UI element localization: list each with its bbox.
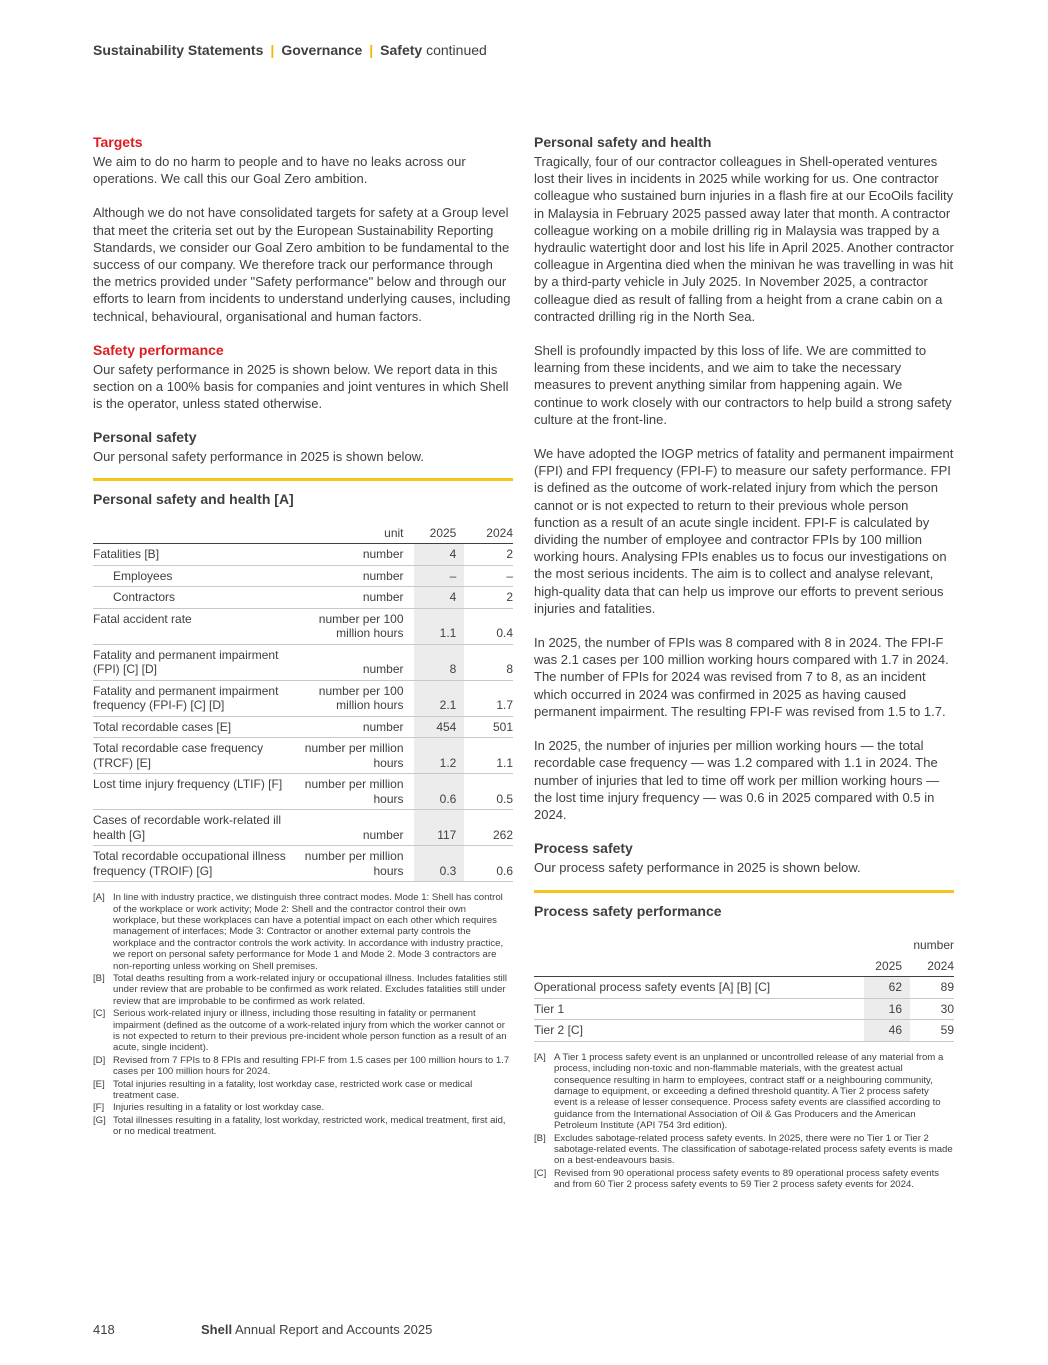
footnote-text: Serious work-related injury or illness, including those resulting in fatality or permanent impairment (defined as the outcome of a work-related injury from which the worker cannot or is not expected to return to their previous pre-incident whole person function as a result of an acute, single incident). xyxy=(113,1008,507,1054)
unit-header: unit xyxy=(303,523,414,544)
table-row xyxy=(93,608,513,644)
unit-label: number xyxy=(913,938,954,953)
table-row xyxy=(93,738,513,774)
row-unit: number xyxy=(303,810,414,846)
value-2025: 8 xyxy=(414,644,465,680)
header-separator: | xyxy=(369,42,374,58)
footnote-text: Injuries resulting in a fatality or lost workday case. xyxy=(113,1102,325,1114)
footnote-key: [A] xyxy=(93,892,105,904)
row-label: Tier 2 [C] xyxy=(534,1020,864,1042)
targets-paragraph-1: We aim to do no harm to people and to have no leaks across our operations. We call this our Goal Zero ambition. xyxy=(93,154,466,187)
value-2024: 262 xyxy=(464,810,513,846)
value-2024: 59 xyxy=(910,1020,954,1042)
header-topic: Safety xyxy=(380,42,423,58)
row-label: Total recordable cases [E] xyxy=(93,716,303,738)
value-2024: 2 xyxy=(464,544,513,566)
header-separator: | xyxy=(270,42,275,58)
footnote-text: Total deaths resulting from a work-related injury or occupational illness. Includes fatalities still under review that are probable to be confirmed as work related. Excludes fatalities still under review that are improbable to be confirmed as work related. xyxy=(113,972,508,1007)
process-safety-footnotes xyxy=(534,1052,954,1191)
row-label: Fatal accident rate xyxy=(93,608,303,644)
table-row xyxy=(93,680,513,716)
footnote xyxy=(93,1079,513,1102)
footnote-key: [C] xyxy=(93,1008,106,1020)
footnote-text: Revised from 90 operational process safety events to 89 operational process safety events and from 60 Tier 2 process safety events to 59 Tier 2 process safety events for 2024. xyxy=(554,1167,940,1191)
row-unit: number xyxy=(303,716,414,738)
year-2025-header: 2025 xyxy=(414,523,465,544)
value-2024: 1.1 xyxy=(464,738,513,774)
footnote-key: [C] xyxy=(534,1167,547,1179)
targets-heading: Targets xyxy=(93,134,143,150)
running-header xyxy=(93,42,487,58)
process-safety-table-title: Process safety performance xyxy=(534,903,722,920)
row-unit: number xyxy=(303,565,414,587)
row-label: Lost time injury frequency (LTIF) [F] xyxy=(93,774,303,810)
footnote xyxy=(534,1168,954,1191)
row-label: Total recordable case frequency (TRCF) [E] xyxy=(93,738,303,774)
footnote-text: Total illnesses resulting in a fatality, lost workday, restricted work, medical treatment, first aid, or no medical treatment. xyxy=(113,1114,506,1138)
row-label: Cases of recordable work-related ill health [G] xyxy=(93,810,303,846)
value-2025: 2.1 xyxy=(414,680,465,716)
footnote-key: [D] xyxy=(93,1054,106,1066)
row-label: Tier 1 xyxy=(534,998,864,1020)
footnote xyxy=(93,1102,513,1113)
psh-heading: Personal safety and health xyxy=(534,134,712,150)
value-2025: 0.6 xyxy=(414,774,465,810)
footnote-text: In line with industry practice, we distinguish three contract modes. Mode 1: Shell has control of the workplace or work activity; Mode 2: Shell and the contractor control their own workplace, but these workplaces can have a potential impact on each other which requires management of interfaces; Mode 3: Contractor or another external party controls the workplace and the contractor controls the work activity. In accordance with industry practice, we report on personal safety performance for Mode 1 and Mode 2. Mode 3 contractors are non-reporting unless working on Shell premises. xyxy=(113,892,504,972)
table-row xyxy=(93,565,513,587)
personal-safety-table xyxy=(93,523,513,883)
page-number: 418 xyxy=(93,1322,115,1337)
value-2024: 1.7 xyxy=(464,680,513,716)
footnote xyxy=(93,1115,513,1138)
left-column xyxy=(93,134,513,1139)
footnote-text: A Tier 1 process safety event is an unplanned or uncontrolled release of any material from a process, including non-toxic and non-flammable materials, with the greatest actual consequence resulting in harm to employees, contract staff or a neighbouring community, damage to equipment, or exceeding a defined threshold quantity. A Tier 2 process safety event is a release of lesser consequence. Process safety events are classified according to guidance from the International Association of Oil & Gas Producers and the American Petroleum Institute (API 754 3rd edition). xyxy=(554,1051,944,1132)
value-2025: 46 xyxy=(864,1020,910,1042)
table-row xyxy=(93,846,513,882)
row-unit: number xyxy=(303,644,414,680)
footer-title: Annual Report and Accounts 2025 xyxy=(234,1322,433,1337)
table-header-row xyxy=(534,956,954,977)
value-2025: 4 xyxy=(414,587,465,609)
table-row xyxy=(93,716,513,738)
value-2024: 8 xyxy=(464,644,513,680)
row-label: Contractors xyxy=(93,587,303,609)
footnote-key: [G] xyxy=(93,1114,106,1126)
value-2025: 4 xyxy=(414,544,465,566)
row-unit: number per million hours xyxy=(303,738,414,774)
row-unit: number xyxy=(303,587,414,609)
row-unit: number xyxy=(303,544,414,566)
process-safety-table xyxy=(534,935,954,1042)
psh-paragraph-1: Tragically, four of our contractor colleagues in Shell-operated ventures lost their lives in incidents in 2025 while working for us. One contractor colleague who sustained burn injuries in a flash fire at our EcoOils facility in Malaysia in February 2025 passed away later that month. A contractor colleague working on a mobile drilling rig in Malaysia was trapped by a hydraulic watertight door and lost his life in April 2025. Another contractor colleague in Argentina died when the minivan he was travelling in was hit by a third-party vehicle in July 2025. In November 2025, a contractor colleague died as result of falling from a height from a crane cabin on a contracted drilling rig in the North Sea. xyxy=(534,154,954,324)
header-subsection: Governance xyxy=(281,42,363,58)
safety-performance-paragraph: Our safety performance in 2025 is shown below. We report data in this section on a 100% basis for companies and joint ventures in which Shell is the operator, unless stated otherwise. xyxy=(93,361,509,412)
year-2024-header: 2024 xyxy=(910,956,954,977)
personal-safety-table-block xyxy=(93,478,513,1138)
value-2024: 89 xyxy=(910,977,954,999)
value-2024: 30 xyxy=(910,998,954,1020)
process-safety-paragraph: Our process safety performance in 2025 is shown below. xyxy=(534,860,861,876)
footnote-key: [E] xyxy=(93,1078,105,1090)
value-2025: 454 xyxy=(414,716,465,738)
row-label: Total recordable occupational illness frequency (TROIF) [G] xyxy=(93,846,303,882)
row-label: Employees xyxy=(93,565,303,587)
row-label: Operational process safety events [A] [B] [C] xyxy=(534,977,864,999)
value-2024: 0.5 xyxy=(464,774,513,810)
table-row xyxy=(93,644,513,680)
personal-safety-heading: Personal safety xyxy=(93,429,197,446)
value-2025: 0.3 xyxy=(414,846,465,882)
row-unit: number per 100 million hours xyxy=(303,680,414,716)
value-2024: 2 xyxy=(464,587,513,609)
personal-safety-paragraph: Our personal safety performance in 2025 is shown below. xyxy=(93,449,424,465)
table-row xyxy=(93,544,513,566)
header-section: Sustainability Statements xyxy=(93,42,264,58)
safety-performance-heading: Safety performance xyxy=(93,341,224,358)
process-safety-table-block xyxy=(534,890,954,1190)
right-column xyxy=(534,134,954,1192)
table-row xyxy=(534,998,954,1020)
year-2024-header: 2024 xyxy=(464,523,513,544)
footnote-text: Total injuries resulting in a fatality, lost workday case, restricted work case or medical treatment case. xyxy=(113,1078,473,1102)
table-row xyxy=(534,1020,954,1042)
footnote-text: Revised from 7 FPIs to 8 FPIs and resulting FPI-F from 1.5 cases per 100 million hours to 1.7 cases per 100 million hours for 2024. xyxy=(113,1054,510,1078)
footnote xyxy=(93,892,513,972)
row-unit: number per million hours xyxy=(303,774,414,810)
table-header-row xyxy=(93,523,513,544)
value-2024: 0.6 xyxy=(464,846,513,882)
row-label: Fatalities [B] xyxy=(93,544,303,566)
personal-safety-table-title: Personal safety and health [A] xyxy=(93,490,294,507)
footer-brand: Shell xyxy=(201,1322,233,1337)
value-2025: 1.2 xyxy=(414,738,465,774)
value-2024: 501 xyxy=(464,716,513,738)
value-2025: – xyxy=(414,565,465,587)
value-2025: 16 xyxy=(864,998,910,1020)
year-2025-header: 2025 xyxy=(864,956,910,977)
footnote-key: [A] xyxy=(534,1051,546,1063)
process-safety-heading: Process safety xyxy=(534,840,633,857)
footnote xyxy=(534,1133,954,1167)
row-label: Fatality and permanent impairment frequency (FPI-F) [C] [D] xyxy=(93,680,303,716)
row-label: Fatality and permanent impairment (FPI) [C] [D] xyxy=(93,644,303,680)
table-row xyxy=(93,810,513,846)
table-row xyxy=(534,977,954,999)
personal-safety-footnotes xyxy=(93,892,513,1138)
unit-label-row xyxy=(534,935,954,956)
value-2025: 62 xyxy=(864,977,910,999)
footnote xyxy=(534,1052,954,1132)
footnote xyxy=(93,1008,513,1054)
page-footer xyxy=(93,1322,432,1337)
header-continued: continued xyxy=(426,42,487,58)
table-row xyxy=(93,587,513,609)
table-row xyxy=(93,774,513,810)
row-unit: number per 100 million hours xyxy=(303,608,414,644)
footnote-key: [B] xyxy=(93,972,105,984)
footnote xyxy=(93,973,513,1007)
footnote-text: Excludes sabotage-related process safety events. In 2025, there were no Tier 1 or Tier 2 sabotage-related events. The classification of sabotage-related process safety events is made on a best-endeavours basis. xyxy=(554,1132,953,1167)
value-2025: 117 xyxy=(414,810,465,846)
psh-paragraph-2: Shell is profoundly impacted by this loss of life. We are committed to learning from these incidents, and we aim to take the necessary measures to prevent anything similar from happening again. We continue to work closely with our contractors to help build a strong safety culture at the front-line. xyxy=(534,343,952,427)
targets-paragraph-2: Although we do not have consolidated targets for safety at a Group level that meet the criteria set out by the European Sustainability Reporting Standards, we consider our Goal Zero ambition to be fundamental to the success of our company. We therefore track our performance through the metrics provided under "Safety performance" below and through our efforts to learn from incidents to understand underlying causes, including technical, behavioural, organisational and human factors. xyxy=(93,205,511,324)
value-2024: 0.4 xyxy=(464,608,513,644)
footnote-key: [F] xyxy=(93,1102,105,1114)
psh-paragraph-3: We have adopted the IOGP metrics of fatality and permanent impairment (FPI) and FPI frequency (FPI-F) to measure our safety performance. FPI is defined as the outcome of work-related injury from which the person cannot or is not expected to return to their previous whole person function as a result of an acute single incident. FPI-F is calculated by dividing the number of employee and contractor FPIs by 100 million working hours. Analysing FPIs enables us to focus our investigations on the most serious incidents. The aim is to collect and analyse relevant, high-quality data that can help us improve our efforts to prevent serious injuries and fatalities. xyxy=(534,446,954,616)
row-unit: number per million hours xyxy=(303,846,414,882)
value-2024: – xyxy=(464,565,513,587)
value-2025: 1.1 xyxy=(414,608,465,644)
footnote-key: [B] xyxy=(534,1132,546,1144)
psh-paragraph-4: In 2025, the number of FPIs was 8 compared with 8 in 2024. The FPI-F was 2.1 cases per 100 million working hours compared with 1.7 in 2024. The number of FPIs for 2024 was revised from 7 to 8, as an incident which occurred in 2024 was confirmed in 2025 as having caused permanent impairment. The resulting FPI-F was revised from 1.5 to 1.7. xyxy=(534,635,949,719)
footnote xyxy=(93,1055,513,1078)
psh-paragraph-5: In 2025, the number of injuries per million working hours — the total recordable case frequency — was 1.2 compared with 1.1 in 2024. The number of injuries that led to time off work per million working hours — the lost time injury frequency — was 0.6 in 2025 compared with 0.5 in 2024. xyxy=(534,738,940,822)
